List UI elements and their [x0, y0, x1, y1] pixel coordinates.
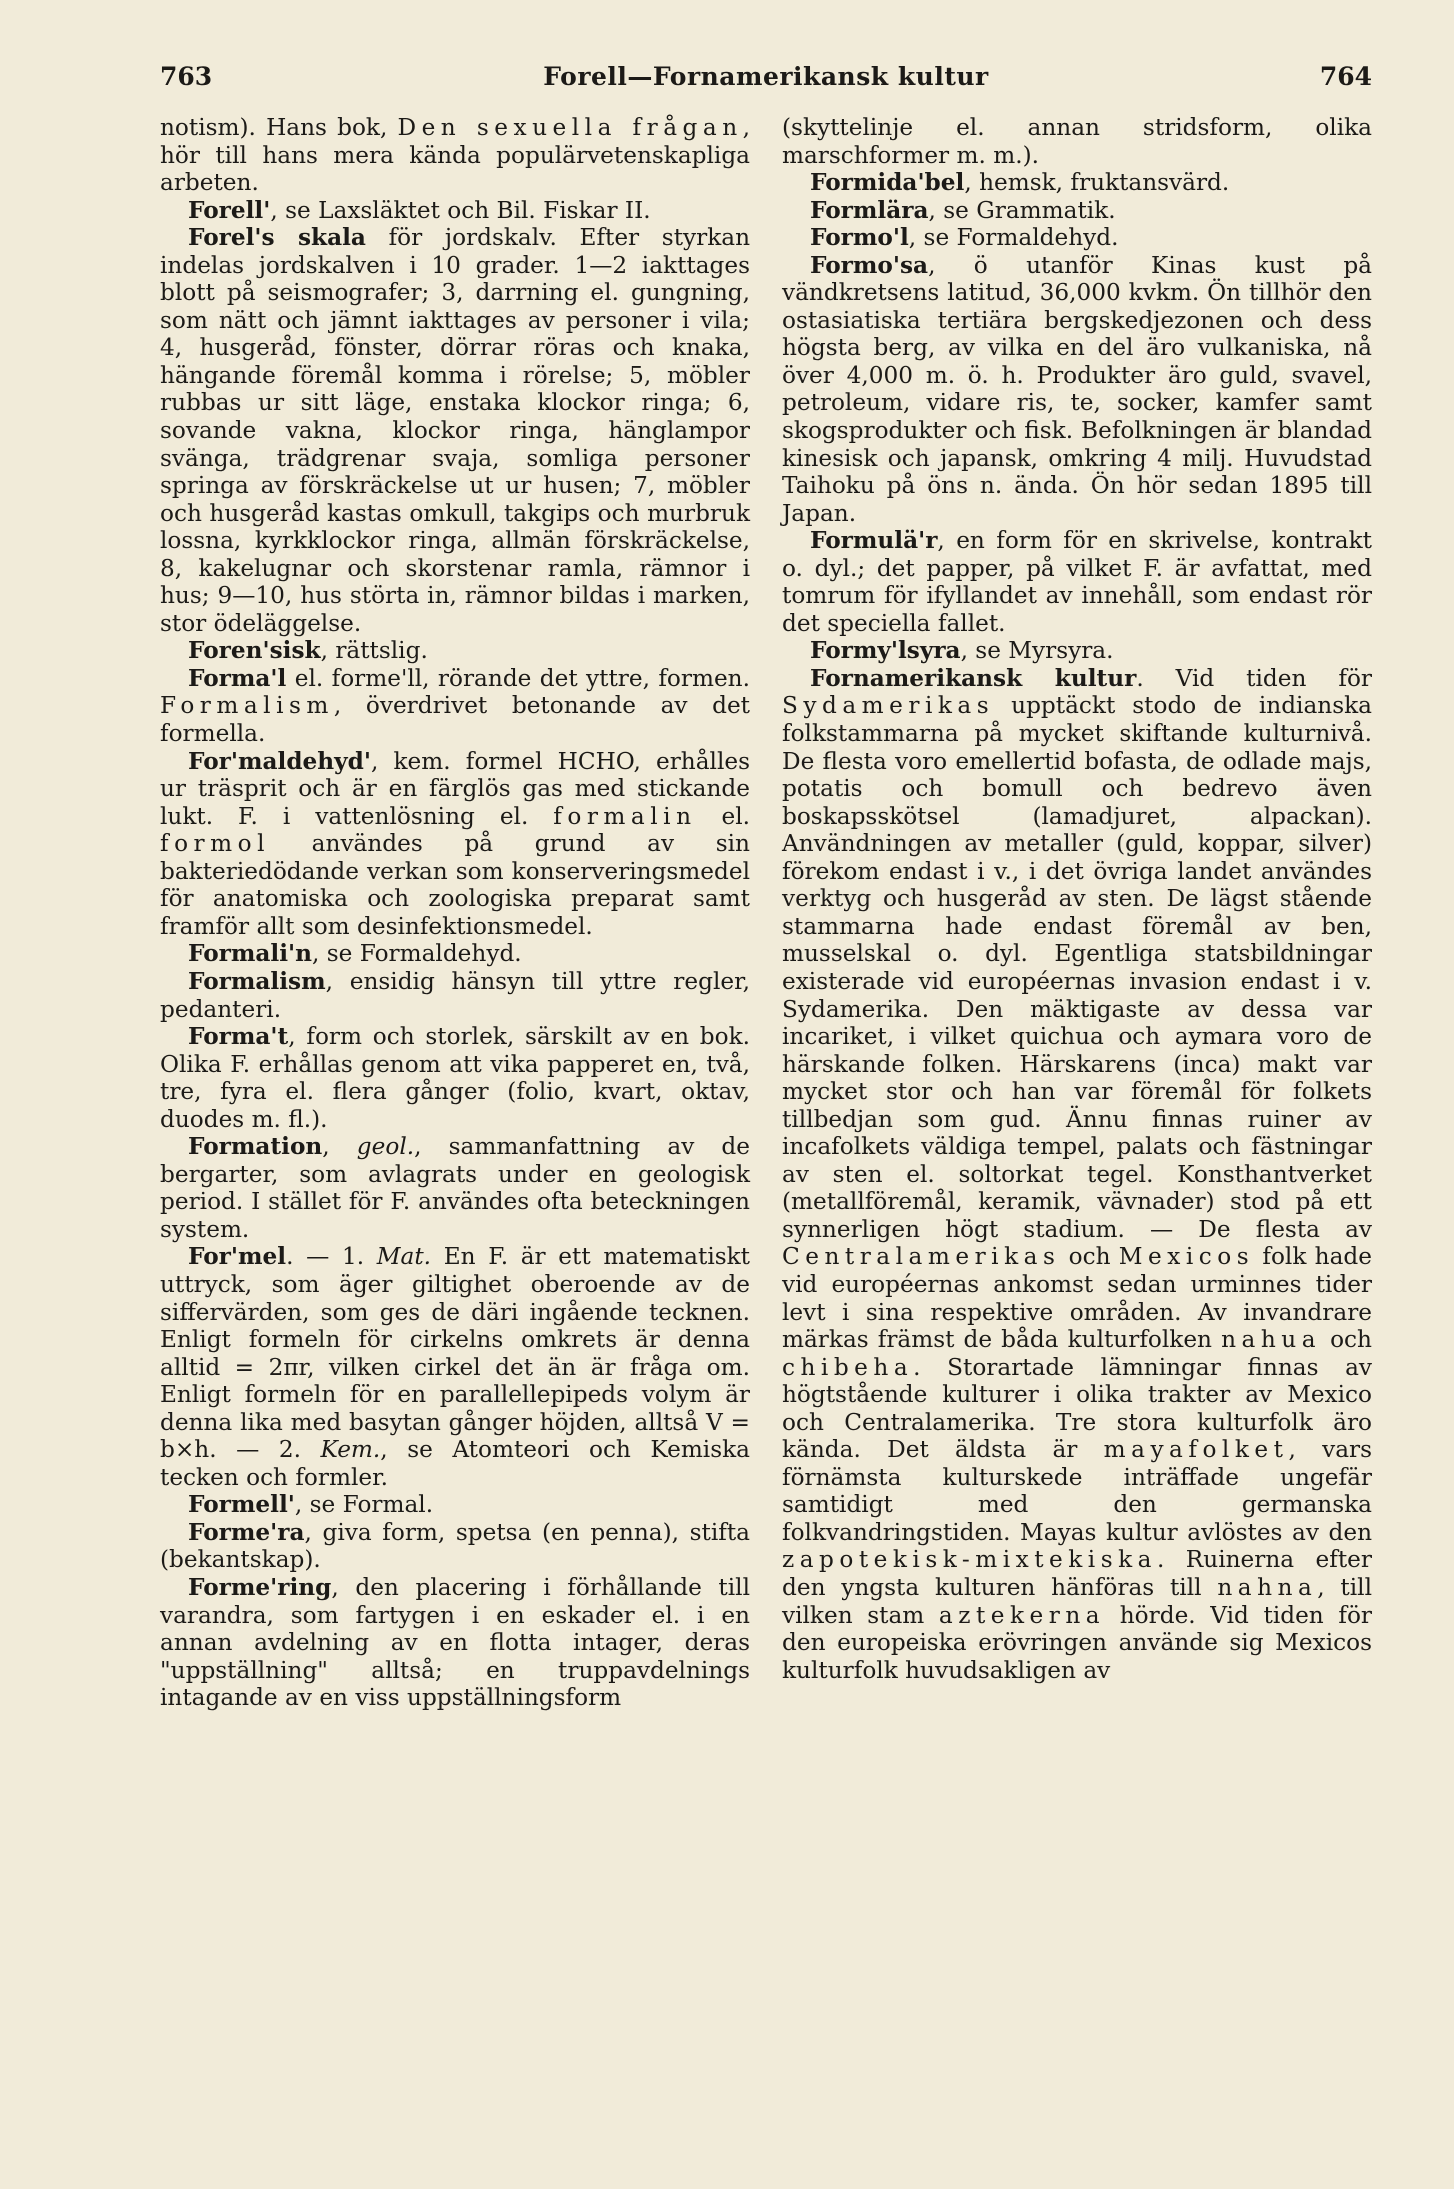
entry-headword: Formell'	[188, 1491, 295, 1519]
entry-text: , giva form, spetsa (en penna), stifta (bekantskap).	[160, 1518, 750, 1574]
entry-text: Kem.	[320, 1436, 381, 1464]
dictionary-entry	[782, 197, 1372, 225]
entry-text: för jordskalv. Efter styrkan indelas jordskalven i 10 grader. 1—2 iakttages blott på seismografer; 3, darrning el. gungning, som nätt och jämnt iakttages av personer i vila; 4, husgeråd, fönster, dörrar röras och knaka, hängande föremål komma i rörelse; 5, möbler rubbas ur sitt läge, enstaka klockor ringa; 6, sovande vakna, klockor ringa, hänglampor svänga, trädgrenar svaja, somliga personer springa av förskräckelse ut ur husen; 7, möbler och husgeråd kastas omkull, takgips och murbruk lossna, kyrkklockor ringa, allmän förskräckelse, 8, kakelugnar och skorstenar ramla, rämnor i hus; 9—10, hus störta in, rämnor bildas i marken, stor ödeläggelse.	[160, 224, 751, 637]
entry-text: , se Formaldehyd.	[312, 940, 522, 968]
entry-text: En F. är ett matematiskt uttryck, som äger giltighet oberoende av de siffervärden, som ges de däri ingående tecknen. Enligt formeln för cirkelns omkrets är denna alltid = 2πr, vilken cirkel det än är fråga om. Enligt formeln för en parallellepipeds volym är denna lika med basytan gånger höjden, alltså V = b×h. — 2.	[160, 1243, 750, 1464]
entry-text: . Storartade lämningar finnas av högtstående kulturer i olika trakter av Mexico och Centralamerika. Tre stora kulturfolk äro kända. Det äldsta är	[782, 1353, 1372, 1464]
entry-text: Mat.	[376, 1243, 432, 1271]
entry-text: , kem. formel HCHO, erhålles ur träsprit och är en färglös gas med stickande lukt. F. i vattenlösning el.	[160, 747, 750, 830]
entry-text: nahua	[1221, 1326, 1322, 1354]
entry-headword: Forma'l	[188, 664, 287, 692]
entry-headword: Formalism	[188, 967, 326, 995]
dictionary-entry	[160, 637, 750, 665]
dictionary-entry	[160, 1491, 750, 1519]
entry-headword: Formo'sa	[810, 251, 929, 279]
entry-text: zapotekisk-mixtekiska	[782, 1546, 1157, 1574]
entry-headword: Formo'l	[810, 224, 909, 252]
entry-headword: For'maldehyd'	[188, 747, 371, 775]
entry-headword: Forme'ra	[188, 1518, 305, 1546]
dictionary-entry	[160, 1574, 750, 1712]
entry-text: notism). Hans bok,	[160, 114, 398, 141]
dictionary-entry	[782, 114, 1372, 169]
entry-text: el.	[696, 802, 750, 830]
dictionary-entry	[160, 1519, 750, 1574]
entry-headword: Forme'ring	[188, 1573, 332, 1601]
entry-text: . Vid tiden för	[1136, 664, 1372, 692]
entry-headword: Formy'lsyra	[810, 637, 961, 665]
entry-text: , hemsk, fruktansvärd.	[964, 169, 1230, 197]
entry-text: Formalism	[160, 692, 334, 720]
entry-headword: Forel's skala	[188, 224, 366, 252]
entry-text: , se Atomteori och Kemiska tecken och formler.	[160, 1436, 750, 1491]
entry-headword: Formation	[188, 1133, 323, 1161]
dictionary-entry	[160, 114, 750, 197]
entry-text: . — 1.	[286, 1243, 377, 1271]
dictionary-entry	[782, 637, 1372, 665]
dictionary-entry	[782, 527, 1372, 637]
entry-text: , se Formal.	[294, 1491, 434, 1519]
entry-text: , se Laxsläktet och Bil. Fiskar II.	[270, 196, 651, 224]
left-text-column	[160, 114, 750, 1712]
entry-headword: For'mel	[188, 1243, 287, 1271]
dictionary-entry	[160, 748, 750, 941]
running-title: Forell—Fornamerikansk kultur	[543, 62, 989, 91]
entry-text: formol	[160, 830, 270, 858]
entry-text: mayafolket	[1103, 1436, 1289, 1464]
entry-headword: Forell'	[188, 196, 271, 224]
entry-text: el. forme'll, rörande det yttre, formen.	[286, 664, 750, 692]
entry-text: , den placering i förhållande till varandra, som fartygen i en eskader el. i en annan avdelning av en flotta intager, deras "uppställning" alltså; en truppavdelnings intagande av en viss uppställningsform	[160, 1573, 750, 1712]
dictionary-entry	[160, 224, 750, 637]
entry-text: chibeha	[782, 1353, 914, 1381]
entry-text: , se Myrsyra.	[960, 637, 1114, 665]
entry-text: , rättslig.	[320, 637, 428, 665]
entry-text: , sammanfattning av de bergarter, som avlagrats under en geologisk period. I stället för F. användes ofta beteckningen system.	[160, 1133, 750, 1243]
entry-text: , till vilken stam	[782, 1573, 1372, 1629]
dictionary-entry	[160, 665, 750, 748]
dictionary-entry	[782, 665, 1372, 1684]
right-text-column	[782, 114, 1372, 1684]
entry-text: , ensidig hänsyn till yttre regler, pedanteri.	[160, 967, 750, 1023]
entry-headword: Formulä'r	[810, 527, 938, 555]
entry-text: . Ruinerna efter den yngsta kulturen hänföras till	[782, 1546, 1372, 1601]
dictionary-entry	[782, 224, 1372, 252]
entry-text: och	[1321, 1326, 1372, 1354]
entry-text: , överdrivet betonande av det formella.	[160, 692, 750, 748]
entry-text: folk hade vid européernas ankomst sedan urminnes tider levt i sina respektive områden. Av invandrare märkas främst de båda kulturfolken	[782, 1243, 1372, 1354]
entry-text: ,	[322, 1133, 357, 1161]
entry-headword: Forma't	[188, 1023, 289, 1051]
dictionary-entry	[160, 1133, 750, 1243]
dictionary-entry	[782, 169, 1372, 197]
entry-text: , se Formaldehyd.	[908, 224, 1119, 252]
entry-text: , ö utanför Kinas kust på vändkretsens latitud, 36,000 kvkm. Ön tillhör den ostasiatiska tertiära bergskedjezonen och dess högsta berg, av vilka en del äro vulkaniska, nå över 4,000 m. ö. h. Produkter äro guld, svavel, petroleum, vidare ris, te, socker, kamfer samt skogsprodukter och fisk. Befolkningen är blandad kinesisk och japansk, omkring 4 milj. Huvudstad Taihoku på öns n. ända. Ön hör sedan 1895 till Japan.	[782, 251, 1372, 527]
entry-text: , form och storlek, särskilt av en bok. Olika F. erhållas genom att vika papperet en, två, tre, fyra el. flera gånger (folio, kvart, oktav, duodes m. fl.).	[160, 1023, 750, 1133]
running-header	[160, 62, 1372, 102]
entry-text: (skyttelinje el. annan stridsform, olika marschformer m. m.).	[782, 114, 1372, 169]
entry-text: geol.	[356, 1133, 415, 1161]
entry-text: , se Grammatik.	[928, 196, 1116, 224]
entry-text: Sydamerikas	[782, 692, 995, 720]
entry-text: , hör till hans mera kända populärvetenskapliga arbeten.	[160, 114, 750, 197]
entry-headword: Foren'sisk	[188, 637, 321, 665]
entry-text: och	[1060, 1243, 1119, 1271]
entry-text: användes på grund av sin bakteriedödande verkan som konserveringsmedel för anatomiska och zoologiska preparat samt framför allt som desinfektionsmedel.	[160, 830, 750, 940]
entry-text: Centralamerikas	[782, 1243, 1061, 1271]
dictionary-entry	[160, 1023, 750, 1133]
entry-text: , en form för en skrivelse, kontrakt o. dyl.; det papper, på vilket F. är avfattat, med tomrum för ifyllandet av innehåll, som endast rör det speciella fallet.	[782, 527, 1372, 637]
entry-text: Den sexuella frågan	[397, 114, 743, 141]
entry-text: Mexicos	[1118, 1243, 1255, 1271]
dictionary-entry	[160, 197, 750, 225]
entry-text: upptäckt stodo de indianska folkstammarna på mycket skiftande kulturnivå. De flesta voro emellertid bofasta, de odlade majs, potatis och bomull och bedrevo även boskapsskötsel (lamadjuret, alpackan). Användningen av metaller (guld, koppar, silver) förekom endast i v., i det övriga landet användes verktyg och husgeråd av sten. De lägst stående stammarna hade endast föremål av ben, musselskal o. dyl. Egentliga statsbildningar existerade vid européernas invasion endast i v. Sydamerika. Den mäktigaste av dessa var incariket, i vilket quichua och aymara voro de härskande folken. Härskarens (inca) makt var mycket stor och han var föremål för folkets tillbedjan som gud. Ännu finnas ruiner av incafolkets väldiga tempel, palats och fästningar av sten el. soltorkat tegel. Konsthantverket (metallföremål, keramik, vävnader) stod på ett synnerligen högt stadium. — De flesta av	[782, 692, 1372, 1243]
page-number-left: 763	[160, 62, 213, 91]
entry-text: aztekerna	[938, 1601, 1106, 1629]
entry-text: nahna	[1217, 1573, 1318, 1601]
entry-text: hörde. Vid tiden för den europeiska erövringen använde sig Mexicos kulturfolk huvudsakligen av	[782, 1601, 1372, 1684]
entry-headword: Fornamerikansk kultur	[810, 664, 1137, 692]
dictionary-entry	[782, 252, 1372, 527]
entry-text: , vars förnämsta kulturskede inträffade ungefär samtidigt med den germanska folkvandringstiden. Mayas kultur avlöstes av den	[782, 1436, 1372, 1546]
entry-headword: Formida'bel	[810, 169, 965, 197]
entry-headword: Formlära	[810, 196, 929, 224]
dictionary-entry	[160, 940, 750, 968]
entry-headword: Formali'n	[188, 940, 313, 968]
entry-text: formalin	[553, 802, 697, 830]
page-number-right: 764	[1319, 62, 1372, 91]
dictionary-entry	[160, 968, 750, 1023]
dictionary-entry	[160, 1243, 750, 1491]
